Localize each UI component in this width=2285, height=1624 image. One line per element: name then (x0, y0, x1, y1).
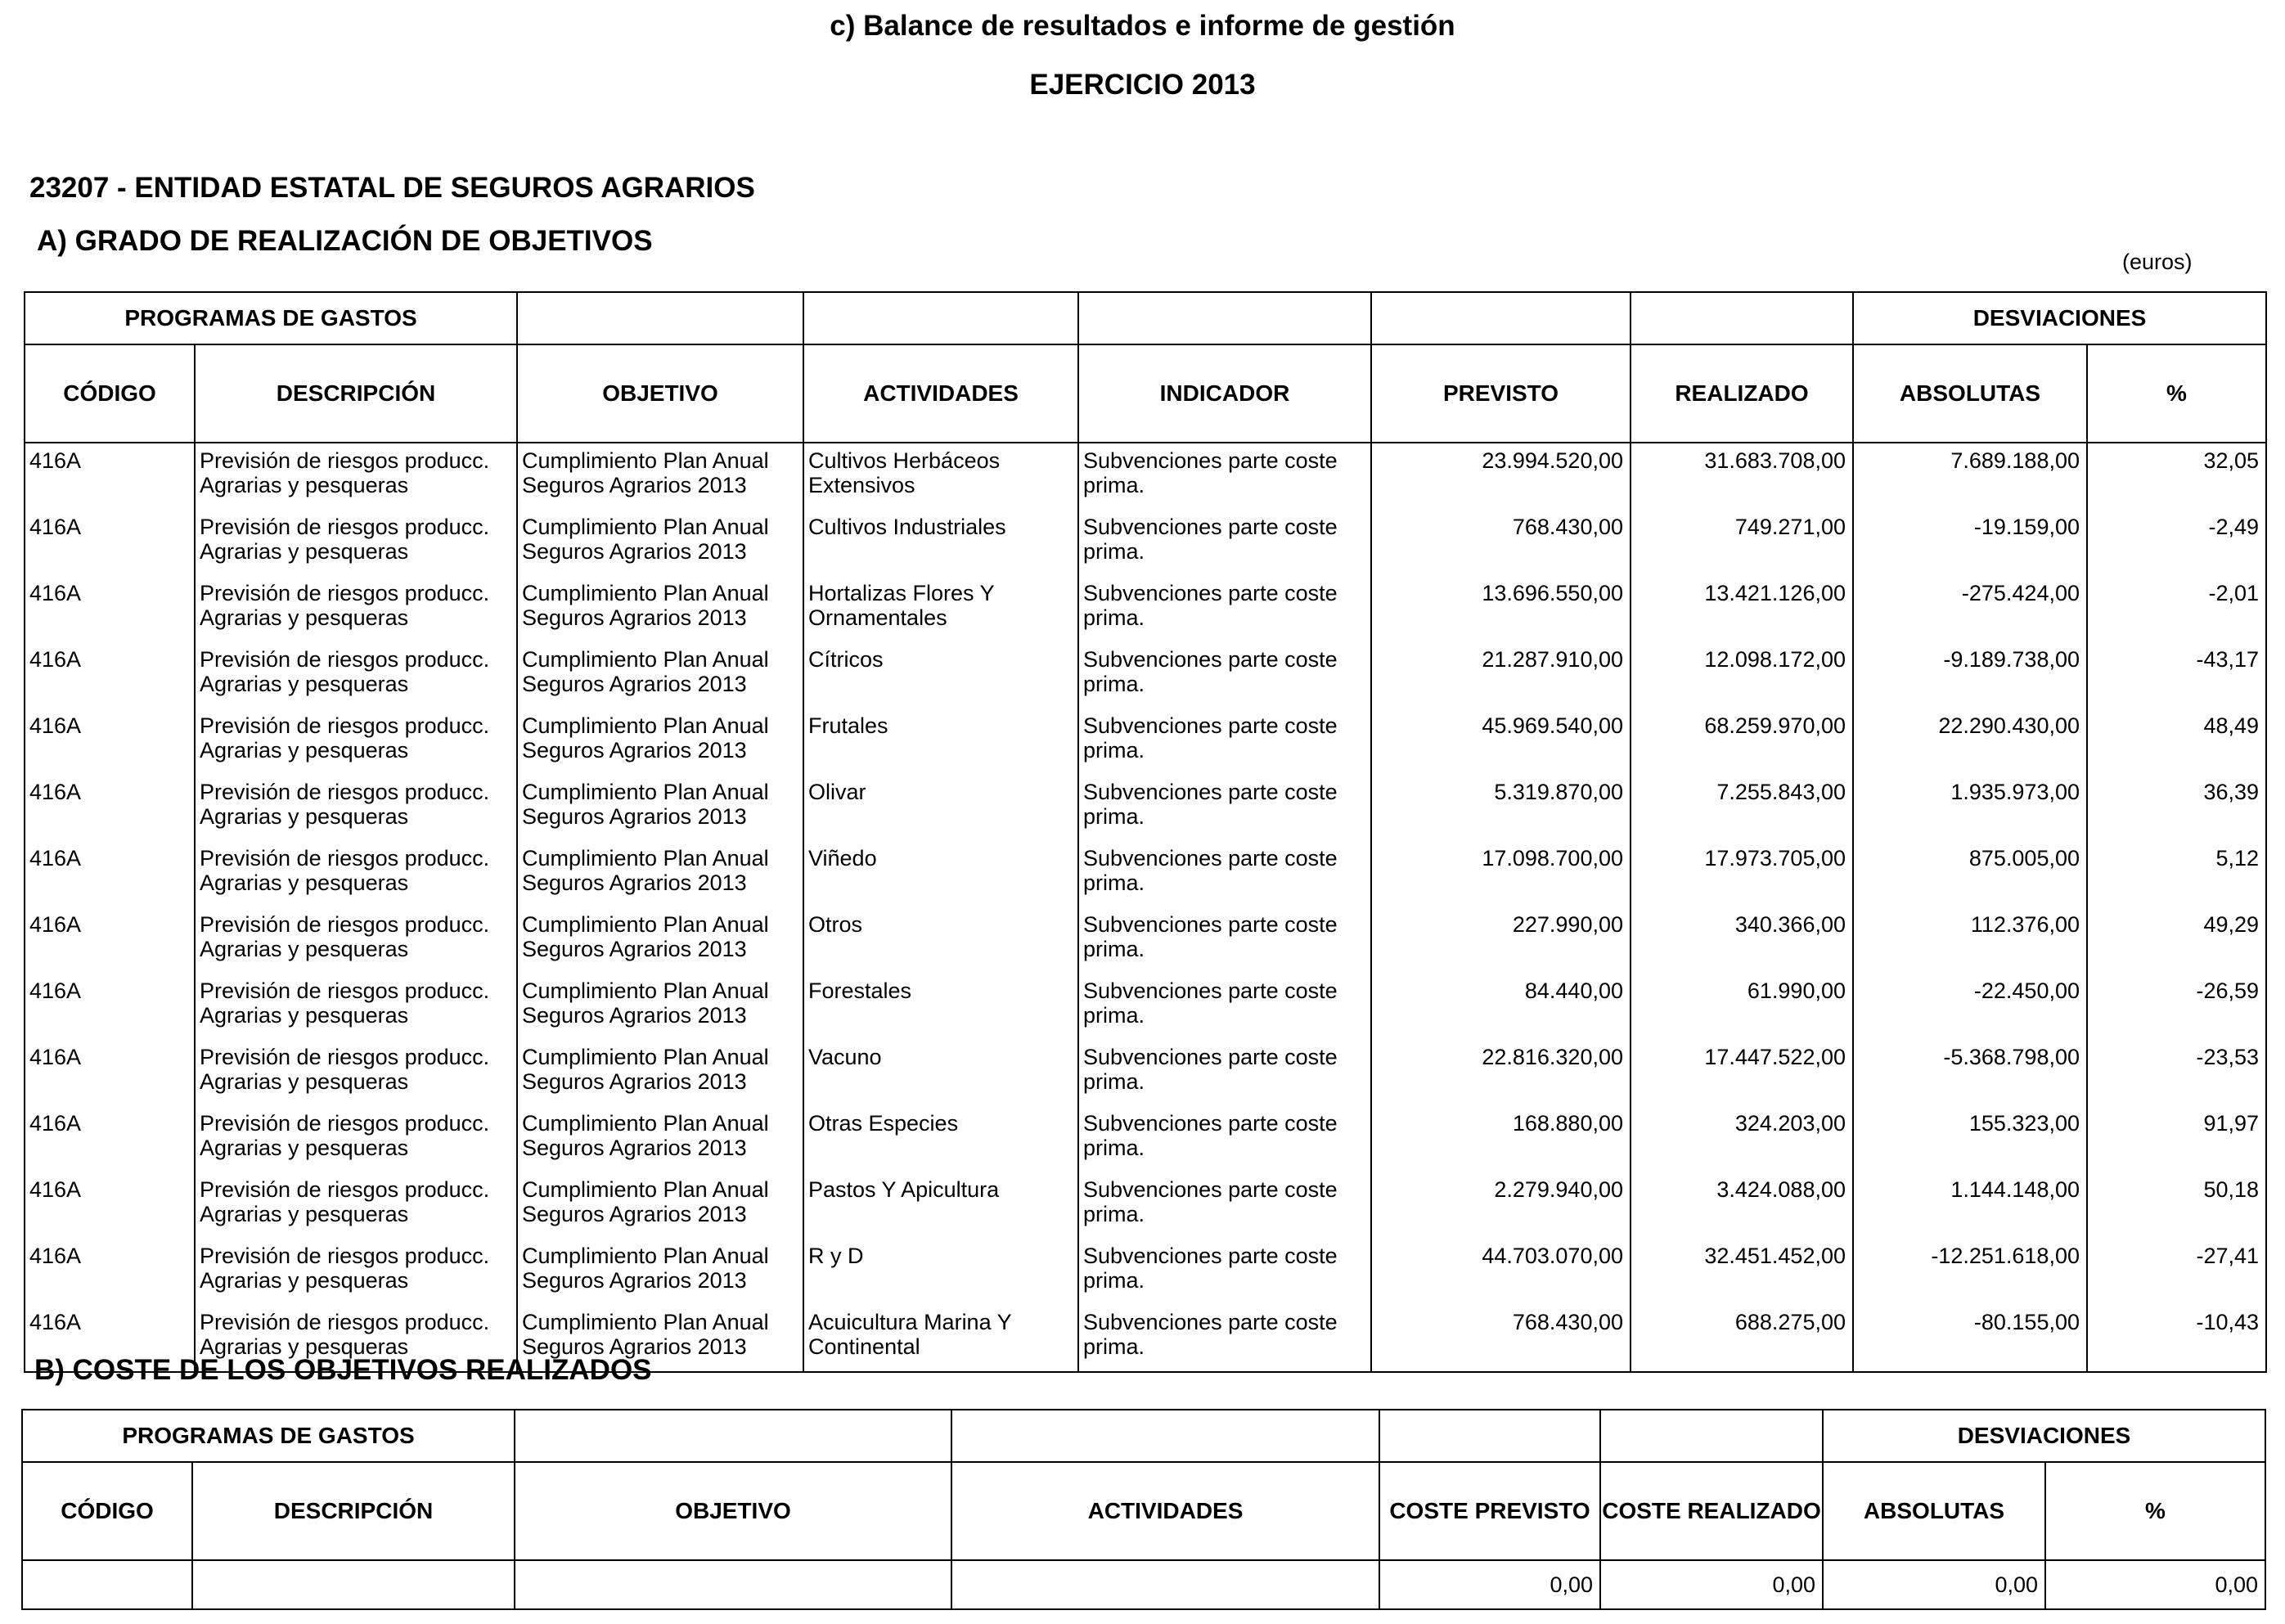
cell-indicador: Subvenciones parte coste prima. (1078, 576, 1371, 642)
cell-codigo: 416A (25, 709, 195, 775)
cell-realizado: 31.683.708,00 (1631, 443, 1853, 510)
cell-realizado: 68.259.970,00 (1631, 709, 1853, 775)
cell-descripcion: Previsión de riesgos producc. Agrarias y pesqueras (195, 1106, 517, 1172)
cell-objetivo: Cumplimiento Plan Anual Seguros Agrarios 2013 (517, 642, 803, 709)
cell-objetivo: Cumplimiento Plan Anual Seguros Agrarios 2013 (517, 576, 803, 642)
cell-indicador: Subvenciones parte coste prima. (1078, 974, 1371, 1040)
table-row (25, 510, 2266, 576)
column-header-actividades: ACTIVIDADES (803, 344, 1078, 443)
cell-indicador: Subvenciones parte coste prima. (1078, 1305, 1371, 1372)
entity-heading: 23207 - ENTIDAD ESTATAL DE SEGUROS AGRARIOS (29, 172, 755, 204)
cell-previsto: 227.990,00 (1371, 907, 1631, 974)
cell-absolutas: 875.005,00 (1853, 841, 2087, 907)
table-row (25, 775, 2266, 841)
cell-codigo: 416A (25, 907, 195, 974)
cell-previsto: 2.279.940,00 (1371, 1172, 1631, 1239)
cell-codigo: 416A (25, 974, 195, 1040)
cell-pct: 0,00 (2045, 1560, 2265, 1609)
cell-absolutas: 155.323,00 (1853, 1106, 2087, 1172)
cell-previsto: 13.696.550,00 (1371, 576, 1631, 642)
document-subtitle: EJERCICIO 2013 (1029, 69, 1256, 101)
cell-descripcion: Previsión de riesgos producc. Agrarias y pesqueras (195, 709, 517, 775)
cell-absolutas: -12.251.618,00 (1853, 1239, 2087, 1305)
cell-absolutas: 7.689.188,00 (1853, 443, 2087, 510)
cell-actividades: Cultivos Herbáceos Extensivos (803, 443, 1078, 510)
cell-objetivo: Cumplimiento Plan Anual Seguros Agrarios 2013 (517, 510, 803, 576)
cell-objetivo: Cumplimiento Plan Anual Seguros Agrarios 2013 (517, 907, 803, 974)
cell-absolutas: -275.424,00 (1853, 576, 2087, 642)
blank-header (1371, 292, 1631, 344)
column-header-coste-realizado: COSTE REALIZADO (1600, 1462, 1823, 1560)
cell-descripcion: Previsión de riesgos producc. Agrarias y pesqueras (195, 642, 517, 709)
cell-previsto: 44.703.070,00 (1371, 1239, 1631, 1305)
cell-pct: 32,05 (2087, 443, 2266, 510)
table-row (25, 1239, 2266, 1305)
costs-table (21, 1409, 2266, 1610)
cell-codigo: 416A (25, 576, 195, 642)
column-header-percent: % (2087, 344, 2266, 443)
cell-indicador: Subvenciones parte coste prima. (1078, 1239, 1371, 1305)
cell-pct: -2,01 (2087, 576, 2266, 642)
cell-pct: -26,59 (2087, 974, 2266, 1040)
cell-pct: 50,18 (2087, 1172, 2266, 1239)
cell-descripcion: Previsión de riesgos producc. Agrarias y pesqueras (195, 841, 517, 907)
cell-codigo: 416A (25, 1239, 195, 1305)
cell-indicador: Subvenciones parte coste prima. (1078, 1040, 1371, 1106)
cell-objetivo: Cumplimiento Plan Anual Seguros Agrarios 2013 (517, 974, 803, 1040)
column-header-absolutas: ABSOLUTAS (1823, 1462, 2045, 1560)
cell-actividades: Otros (803, 907, 1078, 974)
cell-previsto: 5.319.870,00 (1371, 775, 1631, 841)
column-header-descripcion: DESCRIPCIÓN (192, 1462, 515, 1560)
cell-objetivo (515, 1560, 951, 1609)
section-a-heading: A) GRADO DE REALIZACIÓN DE OBJETIVOS (37, 225, 653, 257)
cell-actividades: Frutales (803, 709, 1078, 775)
cell-previsto: 768.430,00 (1371, 510, 1631, 576)
cell-previsto: 17.098.700,00 (1371, 841, 1631, 907)
table-row (25, 841, 2266, 907)
cell-pct: 5,12 (2087, 841, 2266, 907)
blank-header (517, 292, 803, 344)
blank-header (1600, 1410, 1823, 1462)
cell-actividades: Pastos Y Apicultura (803, 1172, 1078, 1239)
cell-descripcion: Previsión de riesgos producc. Agrarias y pesqueras (195, 1239, 517, 1305)
cell-objetivo: Cumplimiento Plan Anual Seguros Agrarios 2013 (517, 841, 803, 907)
cell-realizado: 3.424.088,00 (1631, 1172, 1853, 1239)
cell-descripcion: Previsión de riesgos producc. Agrarias y pesqueras (195, 775, 517, 841)
cell-actividades (951, 1560, 1379, 1609)
cell-absolutas: -5.368.798,00 (1853, 1040, 2087, 1106)
cell-pct: -10,43 (2087, 1305, 2266, 1372)
table-row (25, 443, 2266, 510)
cell-objetivo: Cumplimiento Plan Anual Seguros Agrarios 2013 (517, 1239, 803, 1305)
column-header-objetivo: OBJETIVO (515, 1462, 951, 1560)
cell-objetivo: Cumplimiento Plan Anual Seguros Agrarios 2013 (517, 1305, 803, 1372)
cell-previsto: 84.440,00 (1371, 974, 1631, 1040)
table-row (25, 974, 2266, 1040)
cell-realizado: 13.421.126,00 (1631, 576, 1853, 642)
cell-codigo: 416A (25, 1040, 195, 1106)
currency-note: (euros) (2122, 250, 2193, 274)
column-header-percent: % (2045, 1462, 2265, 1560)
cell-pct: 91,97 (2087, 1106, 2266, 1172)
cell-descripcion: Previsión de riesgos producc. Agrarias y pesqueras (195, 1172, 517, 1239)
cell-actividades: Hortalizas Flores Y Ornamentales (803, 576, 1078, 642)
cell-codigo: 416A (25, 1106, 195, 1172)
cell-realizado: 7.255.843,00 (1631, 775, 1853, 841)
cell-indicador: Subvenciones parte coste prima. (1078, 642, 1371, 709)
blank-header (1078, 292, 1371, 344)
cell-objetivo: Cumplimiento Plan Anual Seguros Agrarios 2013 (517, 1106, 803, 1172)
cell-descripcion: Previsión de riesgos producc. Agrarias y pesqueras (195, 576, 517, 642)
cell-indicador: Subvenciones parte coste prima. (1078, 1106, 1371, 1172)
cell-indicador: Subvenciones parte coste prima. (1078, 709, 1371, 775)
cell-realizado: 32.451.452,00 (1631, 1239, 1853, 1305)
cell-absolutas: 112.376,00 (1853, 907, 2087, 974)
column-header-realizado: REALIZADO (1631, 344, 1853, 443)
cell-codigo: 416A (25, 510, 195, 576)
deviations-group-header: DESVIACIONES (1853, 292, 2266, 344)
cell-absolutas: -9.189.738,00 (1853, 642, 2087, 709)
cell-objetivo: Cumplimiento Plan Anual Seguros Agrarios 2013 (517, 1172, 803, 1239)
cell-realizado: 17.447.522,00 (1631, 1040, 1853, 1106)
cell-pct: -23,53 (2087, 1040, 2266, 1106)
cell-indicador: Subvenciones parte coste prima. (1078, 1172, 1371, 1239)
cell-pct: -27,41 (2087, 1239, 2266, 1305)
cell-actividades: Olivar (803, 775, 1078, 841)
column-header-previsto: PREVISTO (1371, 344, 1631, 443)
cell-realizado: 17.973.705,00 (1631, 841, 1853, 907)
section-b-heading: B) COSTE DE LOS OBJETIVOS REALIZADOS (34, 1354, 652, 1386)
cell-codigo: 416A (25, 642, 195, 709)
cell-previsto: 768.430,00 (1371, 1305, 1631, 1372)
table-row (25, 642, 2266, 709)
cell-descripcion: Previsión de riesgos producc. Agrarias y pesqueras (195, 907, 517, 974)
cell-descripcion: Previsión de riesgos producc. Agrarias y pesqueras (195, 1305, 517, 1372)
column-header-actividades: ACTIVIDADES (951, 1462, 1379, 1560)
cell-coste-previsto: 0,00 (1379, 1560, 1600, 1609)
cell-codigo: 416A (25, 443, 195, 510)
programs-group-header: PROGRAMAS DE GASTOS (25, 292, 517, 344)
table-row (25, 576, 2266, 642)
cell-actividades: Cítricos (803, 642, 1078, 709)
blank-header (515, 1410, 951, 1462)
cell-pct: 48,49 (2087, 709, 2266, 775)
cell-absolutas: -19.159,00 (1853, 510, 2087, 576)
cell-absolutas: 1.935.973,00 (1853, 775, 2087, 841)
cell-absolutas: 0,00 (1823, 1560, 2045, 1609)
cell-descripcion: Previsión de riesgos producc. Agrarias y pesqueras (195, 1040, 517, 1106)
cell-actividades: Cultivos Industriales (803, 510, 1078, 576)
objectives-table (24, 291, 2267, 1373)
cell-descripcion: Previsión de riesgos producc. Agrarias y pesqueras (195, 974, 517, 1040)
column-header-coste-previsto: COSTE PREVISTO (1379, 1462, 1600, 1560)
cell-pct: -2,49 (2087, 510, 2266, 576)
cell-actividades: Acuicultura Marina Y Continental (803, 1305, 1078, 1372)
table-row (25, 1040, 2266, 1106)
column-header-codigo: CÓDIGO (22, 1462, 192, 1560)
column-header-objetivo: OBJETIVO (517, 344, 803, 443)
deviations-group-header: DESVIACIONES (1823, 1410, 2265, 1462)
cell-actividades: Vacuno (803, 1040, 1078, 1106)
cell-codigo (22, 1560, 192, 1609)
cell-pct: 49,29 (2087, 907, 2266, 974)
cell-actividades: Forestales (803, 974, 1078, 1040)
cell-descripcion: Previsión de riesgos producc. Agrarias y pesqueras (195, 510, 517, 576)
cell-realizado: 688.275,00 (1631, 1305, 1853, 1372)
cell-codigo: 416A (25, 841, 195, 907)
cell-absolutas: 1.144.148,00 (1853, 1172, 2087, 1239)
cell-previsto: 23.994.520,00 (1371, 443, 1631, 510)
column-header-descripcion: DESCRIPCIÓN (195, 344, 517, 443)
table-row (25, 709, 2266, 775)
table-row (25, 907, 2266, 974)
cell-previsto: 21.287.910,00 (1371, 642, 1631, 709)
blank-header (803, 292, 1078, 344)
cell-previsto: 22.816.320,00 (1371, 1040, 1631, 1106)
table-row (22, 1560, 2265, 1609)
cell-codigo: 416A (25, 775, 195, 841)
cell-objetivo: Cumplimiento Plan Anual Seguros Agrarios 2013 (517, 709, 803, 775)
cell-indicador: Subvenciones parte coste prima. (1078, 443, 1371, 510)
column-header-codigo: CÓDIGO (25, 344, 195, 443)
cell-codigo: 416A (25, 1305, 195, 1372)
cell-previsto: 45.969.540,00 (1371, 709, 1631, 775)
cell-previsto: 168.880,00 (1371, 1106, 1631, 1172)
cell-absolutas: -80.155,00 (1853, 1305, 2087, 1372)
cell-indicador: Subvenciones parte coste prima. (1078, 775, 1371, 841)
cell-realizado: 340.366,00 (1631, 907, 1853, 974)
cell-indicador: Subvenciones parte coste prima. (1078, 841, 1371, 907)
cell-realizado: 749.271,00 (1631, 510, 1853, 576)
cell-objetivo: Cumplimiento Plan Anual Seguros Agrarios 2013 (517, 443, 803, 510)
programs-group-header: PROGRAMAS DE GASTOS (22, 1410, 515, 1462)
cell-pct: 36,39 (2087, 775, 2266, 841)
cell-realizado: 324.203,00 (1631, 1106, 1853, 1172)
cell-objetivo: Cumplimiento Plan Anual Seguros Agrarios 2013 (517, 1040, 803, 1106)
cell-indicador: Subvenciones parte coste prima. (1078, 510, 1371, 576)
cell-realizado: 61.990,00 (1631, 974, 1853, 1040)
table-row (25, 1172, 2266, 1239)
cell-indicador: Subvenciones parte coste prima. (1078, 907, 1371, 974)
cell-actividades: Viñedo (803, 841, 1078, 907)
blank-header (1379, 1410, 1600, 1462)
cell-coste-realizado: 0,00 (1600, 1560, 1823, 1609)
cell-actividades: R y D (803, 1239, 1078, 1305)
cell-descripcion (192, 1560, 515, 1609)
cell-absolutas: -22.450,00 (1853, 974, 2087, 1040)
cell-objetivo: Cumplimiento Plan Anual Seguros Agrarios 2013 (517, 775, 803, 841)
cell-pct: -43,17 (2087, 642, 2266, 709)
column-header-indicador: INDICADOR (1078, 344, 1371, 443)
cell-actividades: Otras Especies (803, 1106, 1078, 1172)
cell-descripcion: Previsión de riesgos producc. Agrarias y pesqueras (195, 443, 517, 510)
column-header-absolutas: ABSOLUTAS (1853, 344, 2087, 443)
cell-codigo: 416A (25, 1172, 195, 1239)
blank-header (951, 1410, 1379, 1462)
document-title: c) Balance de resultados e informe de gestión (830, 10, 1455, 42)
cell-realizado: 12.098.172,00 (1631, 642, 1853, 709)
table-row (25, 1106, 2266, 1172)
blank-header (1631, 292, 1853, 344)
cell-absolutas: 22.290.430,00 (1853, 709, 2087, 775)
